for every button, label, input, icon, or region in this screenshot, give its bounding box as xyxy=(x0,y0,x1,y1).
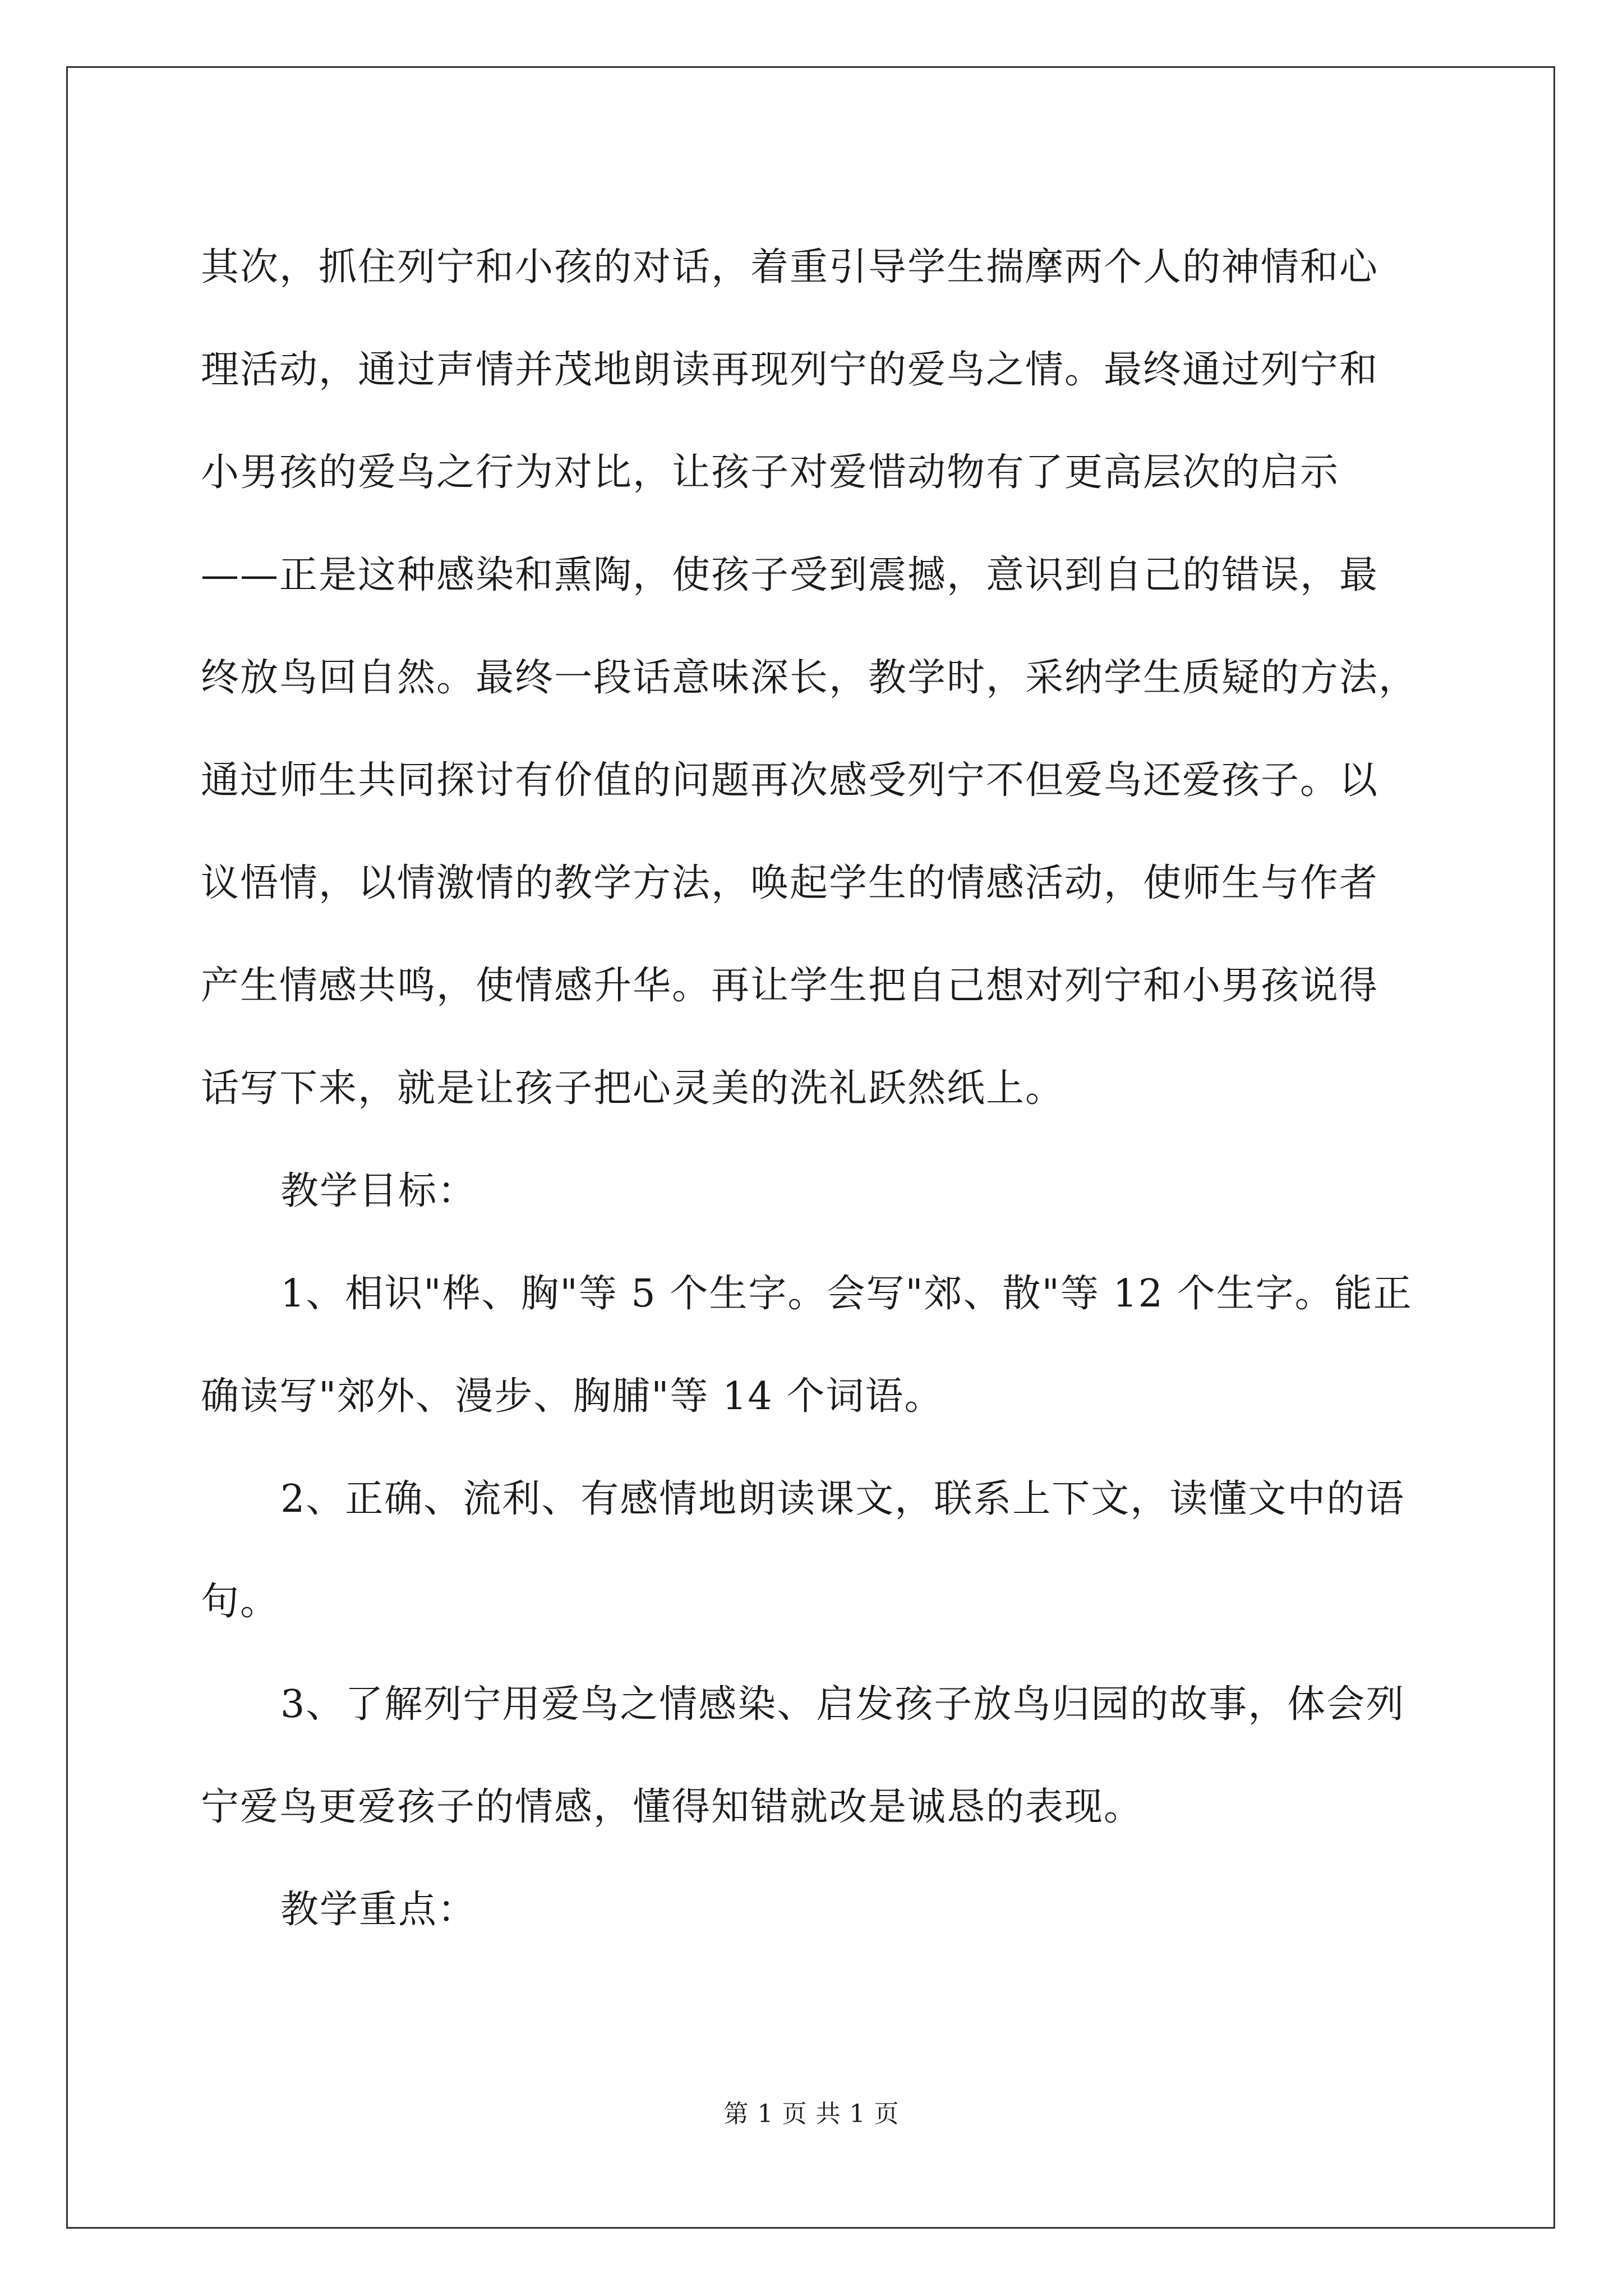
text-line: ——正是这种感染和熏陶，使孩子受到震撼，意识到自己的错误，最 xyxy=(201,553,1379,597)
goal-item-2 xyxy=(201,1448,1429,1653)
goal-item-1 xyxy=(201,1243,1429,1448)
text-line: 小男孩的爱鸟之行为对比，让孩子对爱惜动物有了更高层次的启示 xyxy=(201,450,1340,495)
text-line: 其次，抓住列宁和小孩的对话，着重引导学生揣摩两个人的神情和心 xyxy=(201,245,1379,289)
text-line: 教学重点： xyxy=(280,1888,477,1932)
text-line: 确读写"郊外、漫步、胸脯"等 14 个词语。 xyxy=(201,1374,944,1419)
text-line: 议悟情，以情激情的教学方法，唤起学生的情感活动，使师生与作者 xyxy=(201,861,1379,905)
text-line: 宁爱鸟更爱孩子的情感，懂得知错就改是诚恳的表现。 xyxy=(201,1785,1144,1829)
page-footer xyxy=(0,2093,1623,2129)
page-number: 第 1 页 共 1 页 xyxy=(723,2100,900,2128)
text-line: 话写下来，就是让孩子把心灵美的洗礼跃然纸上。 xyxy=(201,1066,1065,1111)
text-line: 2、正确、流利、有感情地朗读课文，联系上下文，读懂文中的语 xyxy=(280,1477,1405,1521)
text-line: 教学目标： xyxy=(280,1169,477,1213)
text-line: 1、相识"桦、胸"等 5 个生字。会写"郊、散"等 12 个生字。能正 xyxy=(280,1272,1413,1316)
text-line: 理活动，通过声情并茂地朗读再现列宁的爱鸟之情。最终通过列宁和 xyxy=(201,348,1379,392)
section-heading-key-points xyxy=(201,1858,1429,1961)
paragraph xyxy=(201,216,1429,1140)
text-line: 产生情感共鸣，使情感升华。再让学生把自己想对列宁和小男孩说得 xyxy=(201,964,1379,1008)
text-line: 句。 xyxy=(201,1580,280,1624)
text-line: 3、了解列宁用爱鸟之情感染、启发孩子放鸟归园的故事，体会列 xyxy=(280,1682,1405,1727)
goal-item-3 xyxy=(201,1653,1429,1858)
document-body xyxy=(201,216,1429,1961)
text-line: 终放鸟回自然。最终一段话意味深长，教学时，采纳学生质疑的方法， xyxy=(201,656,1418,700)
section-heading-goals xyxy=(201,1140,1429,1243)
text-line: 通过师生共同探讨有价值的问题再次感受列宁不但爱鸟还爱孩子。以 xyxy=(201,758,1379,803)
